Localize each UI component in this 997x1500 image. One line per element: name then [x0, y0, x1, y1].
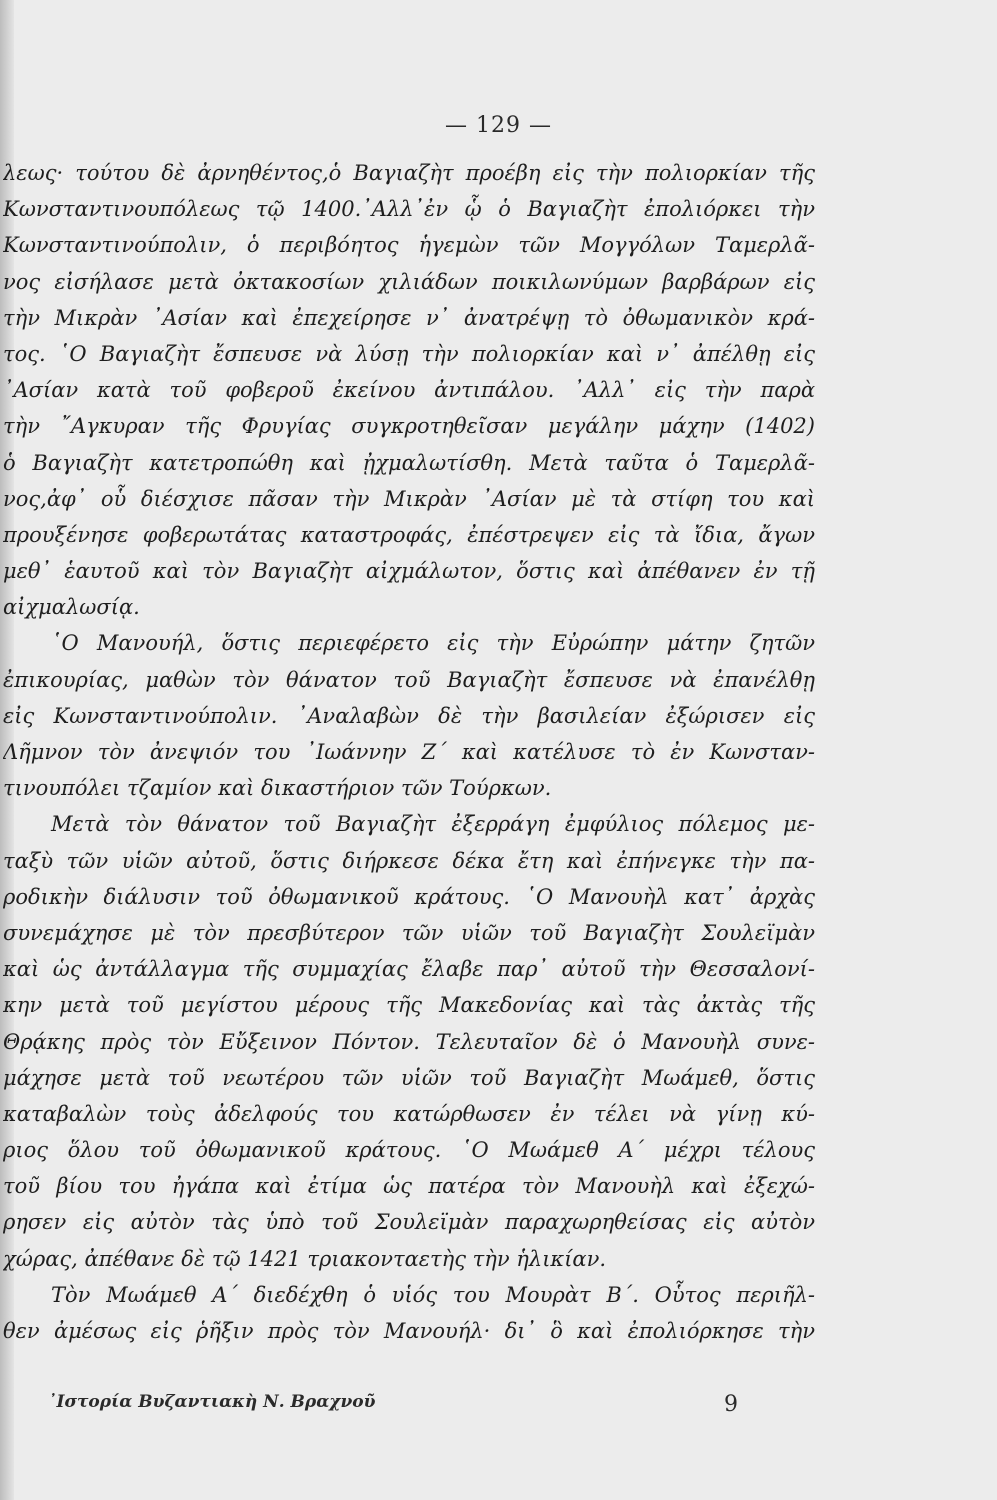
text-line: τὴν ῎Αγκυραν τῆς Φρυγίας συγκροτηθεῖσαν μεγάλην μάχην (1402)	[3, 414, 815, 439]
text-line: ταξὺ τῶν υἱῶν αὐτοῦ, ὅστις διήρκεσε δέκα ἔτη καὶ ἐπήνεγκε τὴν πα-	[3, 848, 815, 873]
text-line: προυξένησε φοβερωτάτας καταστροφάς, ἐπέστρεψεν εἰς τὰ ἴδια, ἄγων	[3, 522, 815, 547]
text-line: κην μετὰ τοῦ μεγίστου μέρους τῆς Μακεδονίας καὶ τὰς ἀκτὰς τῆς	[3, 993, 815, 1018]
text-line: Λῆμνον τὸν ἀνεψιόν του ᾿Ιωάννην Ζ΄ καὶ κατέλυσε τὸ ἐν Κωνσταν-	[3, 740, 815, 764]
text-line: καὶ ὡς ἀντάλλαγμα τῆς συμμαχίας ἔλαβε παρ᾿ αὐτοῦ τὴν Θεσσαλονί-	[3, 957, 815, 982]
text-line: λεως· τούτου δὲ ἀρνηθέντος,ὁ Βαγιαζὴτ προέβη εἰς τὴν πολιορκίαν τῆς	[3, 161, 815, 185]
text-line: μάχησε μετὰ τοῦ νεωτέρου τῶν υἱῶν τοῦ Βαγιαζὴτ Μωάμεθ, ὅστις	[3, 1065, 815, 1090]
text-line: αἰχμαλωσίᾳ.	[3, 595, 140, 620]
text-line: ᾿Ασίαν κατὰ τοῦ φοβεροῦ ἐκείνου ἀντιπάλου. ᾿Αλλ᾿ εἰς τὴν παρὰ	[3, 378, 815, 403]
page-footer	[48, 1392, 738, 1428]
text-line: Θρᾴκης πρὸς τὸν Εὔξεινον Πόντον. Τελευταῖον δὲ ὁ Μανουὴλ συνε-	[3, 1029, 815, 1054]
text-line: ἐπικουρίας, μαθὼν τὸν θάνατον τοῦ Βαγιαζὴτ ἔσπευσε νὰ ἐπανέλθῃ	[3, 667, 815, 692]
body-text	[3, 155, 815, 1349]
text-line: ροδικὴν διάλυσιν τοῦ ὀθωμανικοῦ κράτους. ῾Ο Μανουὴλ κατ᾿ ἀρχὰς	[3, 884, 815, 909]
text-line: νος,ἀφ᾿ οὗ διέσχισε πᾶσαν τὴν Μικρὰν ᾿Ασίαν μὲ τὰ στίφη του καὶ	[3, 486, 815, 511]
text-line: τινουπόλει τζαμίον καὶ δικαστήριον τῶν Τούρκων.	[3, 776, 552, 801]
text-line: τοῦ βίου του ἠγάπα καὶ ἐτίμα ὡς πατέρα τὸν Μανουὴλ καὶ ἐξεχώ-	[3, 1174, 815, 1199]
text-line: ρησεν εἰς αὐτὸν τὰς ὑπὸ τοῦ Σουλεϊμὰν παραχωρηθείσας εἰς αὐτὸν	[3, 1210, 815, 1235]
text-line: τὴν Μικρὰν ᾿Ασίαν καὶ ἐπεχείρησε ν᾿ ἀνατρέψῃ τὸ ὀθωμανικὸν κρά-	[3, 305, 815, 330]
text-line: τος. ῾Ο Βαγιαζὴτ ἔσπευσε νὰ λύσῃ τὴν πολιορκίαν καὶ ν᾿ ἀπέλθῃ εἰς	[3, 341, 815, 366]
text-line: ριος ὅλου τοῦ ὀθωμανικοῦ κράτους. ῾Ο Μωάμεθ Α΄ μέχρι τέλους	[3, 1138, 815, 1163]
signature-mark: 9	[724, 1392, 738, 1417]
footer-book-title: ᾿Ιστορία Βυζαντιακὴ Ν. Βραχνοῦ	[48, 1392, 376, 1412]
text-line: εἰς Κωνσταντινούπολιν. ᾿Αναλαβὼν δὲ τὴν βασιλείαν ἐξώρισεν εἰς	[3, 703, 815, 728]
text-line: ῾Ο Μανουήλ, ὅστις περιεφέρετο εἰς τὴν Εὐρώπην μάτην ζητῶν	[51, 631, 815, 656]
text-line: καταβαλὼν τοὺς ἀδελφούς του κατώρθωσεν ἐν τέλει νὰ γίνῃ κύ-	[3, 1101, 815, 1126]
text-line: χώρας, ἀπέθανε δὲ τῷ 1421 τριακονταετὴς τὴν ἡλικίαν.	[3, 1246, 607, 1271]
text-line: νος εἰσήλασε μετὰ ὀκτακοσίων χιλιάδων ποικιλωνύμων βαρβάρων εἰς	[3, 269, 815, 294]
text-line: συνεμάχησε μὲ τὸν πρεσβύτερον τῶν υἱῶν τοῦ Βαγιαζὴτ Σουλεϊμὰν	[3, 920, 815, 945]
text-line: ὁ Βαγιαζὴτ κατετροπώθη καὶ ᾐχμαλωτίσθη. Μετὰ ταῦτα ὁ Ταμερλᾶ-	[3, 450, 815, 475]
text-line: Κωνσταντινούπολιν, ὁ περιβόητος ἡγεμὼν τῶν Μογγόλων Ταμερλᾶ-	[3, 233, 815, 258]
text-line: Κωνσταντινουπόλεως τῷ 1400.᾿Αλλ᾿ἐν ᾧ ὁ Βαγιαζὴτ ἐπολιόρκει τὴν	[3, 197, 815, 222]
text-line: μεθ᾿ ἑαυτοῦ καὶ τὸν Βαγιαζὴτ αἰχμάλωτον, ὅστις καὶ ἀπέθανεν ἐν τῇ	[3, 559, 815, 584]
text-line: Τὸν Μωάμεθ Α΄ διεδέχθη ὁ υἱός του Μουρὰτ Β΄. Οὗτος περιῆλ-	[51, 1282, 815, 1307]
text-line: Μετὰ τὸν θάνατον τοῦ Βαγιαζὴτ ἐξερράγη ἐμφύλιος πόλεμος με-	[51, 812, 815, 837]
page-number: — 129 —	[445, 113, 552, 138]
text-line: θεν ἀμέσως εἰς ῥῆξιν πρὸς τὸν Μανουήλ· δι᾿ ὃ καὶ ἐπολιόρκησε τὴν	[3, 1319, 815, 1343]
